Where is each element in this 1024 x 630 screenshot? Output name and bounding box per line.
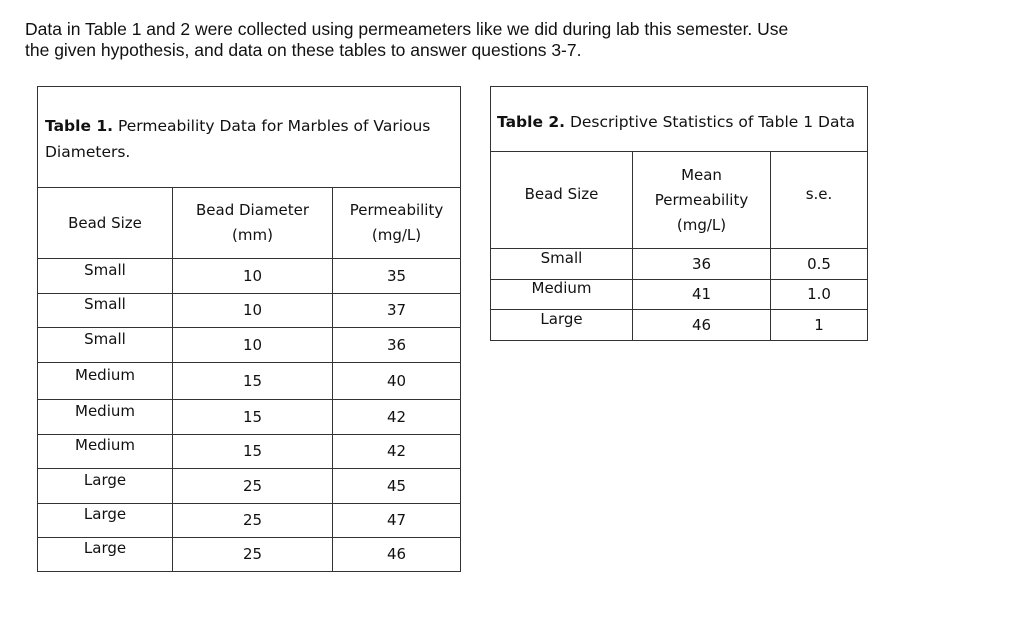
bead-size-cell: Small bbox=[540, 248, 583, 267]
table-1-header-permeability: Permeability (mg/L) bbox=[333, 188, 461, 259]
bead-size-cell: Small bbox=[84, 295, 126, 313]
permeability-cell: 35 bbox=[333, 259, 461, 294]
table-row bbox=[38, 294, 461, 328]
intro-paragraph bbox=[25, 19, 925, 61]
mean-cell: 46 bbox=[633, 310, 771, 341]
permeability-cell: 46 bbox=[333, 538, 461, 572]
bead-size-cell: Medium bbox=[75, 365, 135, 384]
bead-size-cell: Medium bbox=[75, 436, 135, 454]
intro-line-1: Data in Table 1 and 2 were collected using permeameters like we did during lab this semester. Use bbox=[25, 19, 789, 39]
bead-size-cell: Small bbox=[84, 260, 126, 279]
permeability-cell: 40 bbox=[333, 363, 461, 400]
table-row bbox=[38, 435, 461, 469]
permeability-cell: 37 bbox=[333, 294, 461, 328]
table-row bbox=[491, 280, 868, 310]
table-row bbox=[38, 328, 461, 363]
table-1-caption-label: Table 1. bbox=[45, 117, 114, 135]
se-cell: 0.5 bbox=[771, 249, 868, 280]
bead-size-cell: Medium bbox=[531, 279, 592, 297]
diameter-cell: 25 bbox=[173, 469, 333, 504]
bead-size-cell: Large bbox=[83, 505, 127, 523]
bead-size-cell: Large bbox=[83, 470, 127, 489]
bead-size-cell: Small bbox=[84, 329, 126, 348]
mean-cell: 41 bbox=[633, 280, 771, 310]
table-row bbox=[38, 538, 461, 572]
table-2-caption bbox=[491, 87, 868, 152]
table-1-header-bead-diameter: Bead Diameter (mm) bbox=[173, 188, 333, 259]
table-row bbox=[491, 310, 868, 341]
diameter-cell: 15 bbox=[173, 400, 333, 435]
bead-size-cell: Large bbox=[83, 539, 127, 557]
table-2 bbox=[490, 86, 868, 341]
intro-line-2: the given hypothesis, and data on these tables to answer questions 3-7. bbox=[25, 40, 582, 60]
table-2-caption-text: Descriptive Statistics of Table 1 Data bbox=[565, 113, 856, 131]
se-cell: 1 bbox=[771, 310, 868, 341]
table-2-header-se: s.e. bbox=[805, 184, 833, 203]
diameter-cell: 10 bbox=[173, 294, 333, 328]
bead-size-cell: Medium bbox=[75, 401, 135, 420]
table-row bbox=[491, 249, 868, 280]
diameter-cell: 10 bbox=[173, 259, 333, 294]
permeability-cell: 42 bbox=[333, 400, 461, 435]
table-1-header-row bbox=[38, 188, 461, 259]
table-2-header-row bbox=[491, 152, 868, 249]
table-1-header-bead-size: Bead Size bbox=[38, 188, 173, 259]
table-2-caption-label: Table 2. bbox=[497, 113, 566, 131]
diameter-cell: 15 bbox=[173, 363, 333, 400]
table-1 bbox=[37, 86, 461, 572]
mean-cell: 36 bbox=[633, 249, 771, 280]
permeability-cell: 47 bbox=[333, 504, 461, 538]
table-row bbox=[38, 400, 461, 435]
table-row bbox=[38, 259, 461, 294]
table-row bbox=[38, 469, 461, 504]
table-2-header-mean-permeability: Mean Permeability (mg/L) bbox=[633, 152, 771, 249]
diameter-cell: 10 bbox=[173, 328, 333, 363]
diameter-cell: 15 bbox=[173, 435, 333, 469]
diameter-cell: 25 bbox=[173, 504, 333, 538]
permeability-cell: 45 bbox=[333, 469, 461, 504]
table-row bbox=[38, 504, 461, 538]
diameter-cell: 25 bbox=[173, 538, 333, 572]
bead-size-cell: Large bbox=[540, 309, 583, 328]
table-1-caption bbox=[38, 87, 461, 188]
table-row bbox=[38, 363, 461, 400]
permeability-cell: 42 bbox=[333, 435, 461, 469]
table-2-header-bead-size: Bead Size bbox=[524, 184, 599, 203]
table-1-caption-text: Permeability Data for Marbles of Various Diameters. bbox=[45, 117, 431, 161]
permeability-cell: 36 bbox=[333, 328, 461, 363]
se-cell: 1.0 bbox=[771, 280, 868, 310]
